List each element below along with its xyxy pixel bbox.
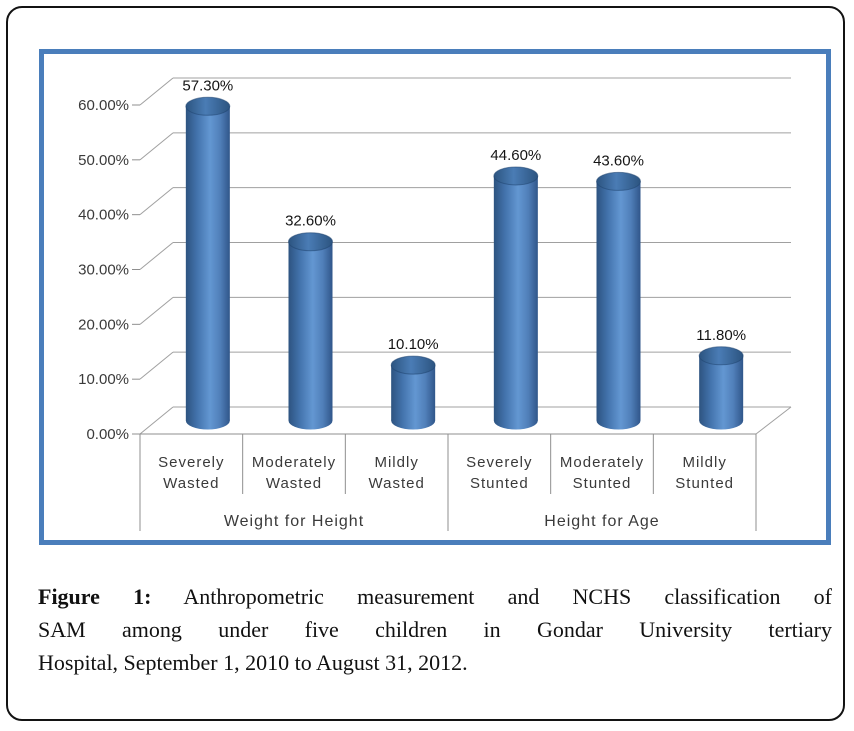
caption-line-3: Hospital, September 1, 2010 to August 31, 2012. xyxy=(38,650,468,675)
bar-cylinder xyxy=(391,356,435,429)
cylinder-top xyxy=(699,347,743,365)
caption-text-1: Anthropometric measurement and NCHS classification of xyxy=(151,584,832,609)
y-axis-label: 10.00% xyxy=(78,371,129,389)
bar-cylinder xyxy=(186,97,230,429)
y-axis-label: 50.00% xyxy=(78,151,129,169)
gridline-depth-connector xyxy=(140,133,173,160)
bar-chart xyxy=(44,54,826,540)
category-label: Severely xyxy=(158,454,225,471)
chart-frame xyxy=(39,49,831,545)
cylinder-body xyxy=(186,106,230,420)
figure-caption xyxy=(38,580,832,679)
cylinder-top xyxy=(186,97,230,115)
y-axis-label: 20.00% xyxy=(78,316,129,334)
y-axis-label: 60.00% xyxy=(78,97,129,114)
y-axis-label: 0.00% xyxy=(86,426,129,443)
cylinder-body xyxy=(494,176,538,421)
category-label: Severely xyxy=(466,454,533,471)
category-label: Wasted xyxy=(368,475,425,492)
cylinder-top xyxy=(494,167,538,185)
category-label: Stunted xyxy=(572,475,632,492)
bar-value-label: 44.60% xyxy=(490,146,542,164)
caption-line-2: SAM among under five children in Gondar University tertiary xyxy=(38,617,832,642)
floor-right-edge xyxy=(756,407,791,434)
gridline-depth-connector xyxy=(140,188,173,215)
cylinder-body xyxy=(289,242,333,421)
cylinder-top xyxy=(289,233,333,251)
cylinder-body xyxy=(597,181,641,420)
gridline-depth-connector xyxy=(140,407,173,434)
y-axis-label: 30.00% xyxy=(78,261,129,279)
cylinder-body xyxy=(699,356,743,421)
category-label: Stunted xyxy=(469,475,529,492)
figure-number-label: Figure 1: xyxy=(38,584,152,609)
gridline-depth-connector xyxy=(140,297,173,324)
caption-line-1 xyxy=(38,580,832,613)
bar-cylinder xyxy=(494,167,538,430)
category-label: Wasted xyxy=(163,475,220,492)
bar-value-label: 57.30% xyxy=(182,77,234,95)
bar-cylinder xyxy=(289,233,333,430)
group-axis-label: Weight for Height xyxy=(223,513,365,530)
category-label: Stunted xyxy=(675,475,735,492)
gridline-depth-connector xyxy=(140,78,173,105)
y-axis-label: 40.00% xyxy=(78,206,129,224)
category-label: Mildly xyxy=(682,454,727,471)
category-label: Wasted xyxy=(265,475,323,492)
bar-value-label: 10.10% xyxy=(387,336,439,354)
bar-value-label: 11.80% xyxy=(696,326,747,344)
gridline-depth-connector xyxy=(140,352,173,379)
figure-panel xyxy=(6,6,845,721)
bar-cylinder xyxy=(699,347,743,430)
bar-value-label: 43.60% xyxy=(593,152,644,170)
bar-cylinder xyxy=(597,172,641,429)
category-label: Moderately xyxy=(559,454,645,471)
cylinder-top xyxy=(391,356,435,374)
cylinder-top xyxy=(597,172,641,190)
bar-value-label: 32.60% xyxy=(285,212,336,230)
gridline-depth-connector xyxy=(140,243,173,270)
group-axis-label: Height for Age xyxy=(544,513,660,530)
category-label: Mildly xyxy=(374,454,419,471)
category-label: Moderately xyxy=(251,454,337,471)
